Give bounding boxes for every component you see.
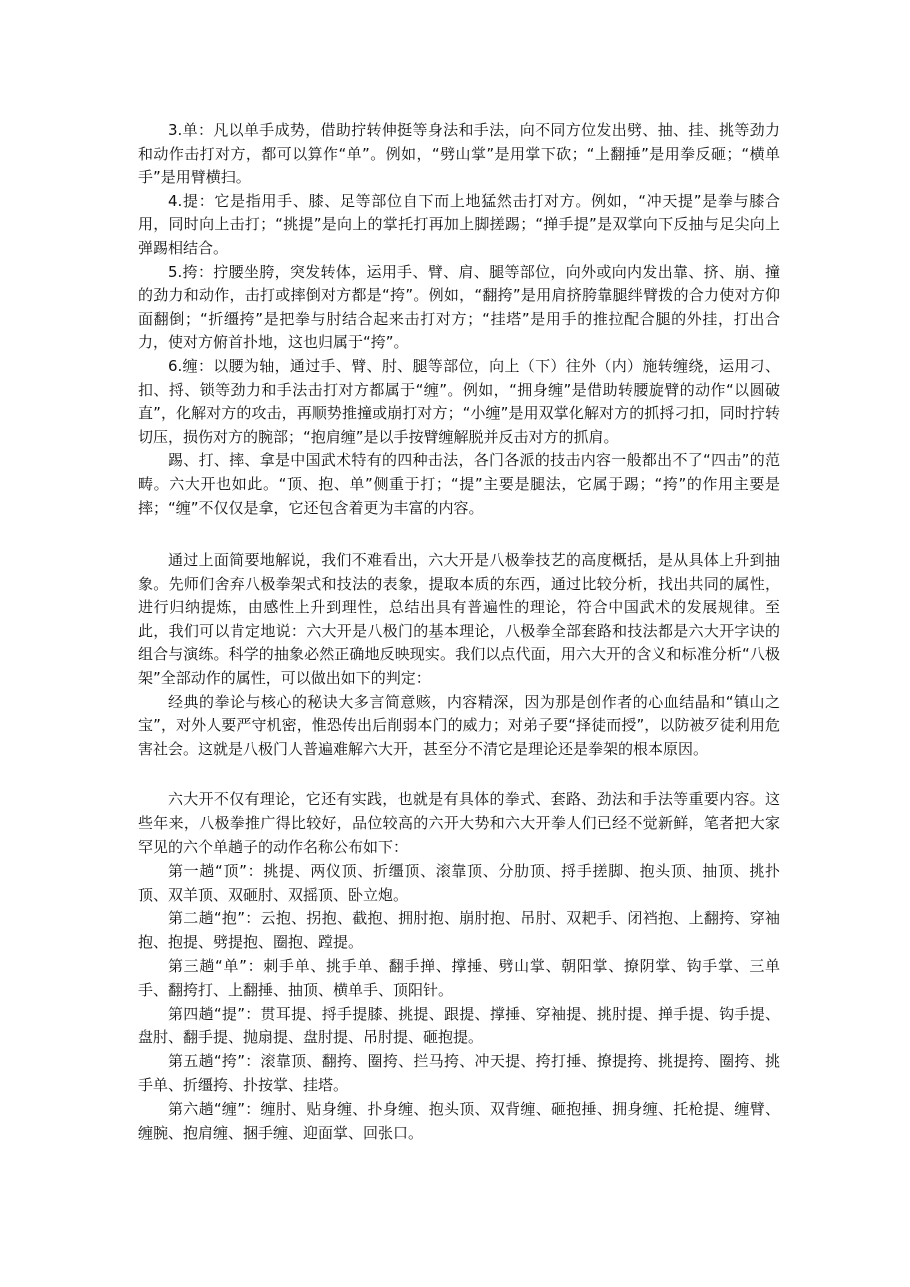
section-gap (138, 520, 780, 549)
routine-item-dan: 第三趟“单”：刺手单、挑手单、翻手掸、撑捶、劈山掌、朝阳掌、撩阴掌、钩手掌、三单手、翻挎打、上翻捶、抽顶、横单手、顶阳针。 (138, 957, 780, 999)
routine-item-ding: 第一趟“顶”：挑提、两仪顶、折缰顶、滚靠顶、分肋顶、捋手搓脚、抱头顶、抽顶、挑扑顶、双羊顶、双砸肘、双摇顶、卧立炮。 (138, 861, 780, 904)
paragraph-abstraction: 通过上面简要地解说，我们不难看出，六大开是八极拳技艺的高度概括，是从具体上升到抽象。先师们舍弃八极拳架式和技法的表象，提取本质的东西，通过比较分析，找出共同的属性，进行归纳提炼，由感性上升到理性，总结出具有普遍性的理论，符合中国武术的发展规律。至此，我们可以肯定地说：六大开是八极门的基本理论，八极拳全部套路和技法都是六大开字诀的组合与演练。科学的抽象必然正确地反映现实。我们以点代面，用六大开的含义和标准分析“八极架”全部动作的属性，可以做出如下的判定： (138, 551, 780, 688)
single-routines-section (138, 788, 780, 1145)
routine-item-bao: 第二趟“抱”：云抱、拐抱、截抱、拥肘抱、崩肘抱、吊肘、双耙手、闭裆抱、上翻挎、穿袖抱、抱提、劈提抱、圈抱、蹚提。 (138, 909, 780, 952)
routine-item-chan: 第六趟“缠”：缠肘、贴身缠、扑身缠、抱头顶、双背缠、砸抱捶、拥身缠、托枪提、缠臂、缠腕、抱肩缠、捆手缠、迎面掌、回张口。 (138, 1099, 780, 1142)
abstraction-analysis-section (138, 549, 780, 761)
paragraph-secrets: 经典的拳论与核心的秘诀大多言简意赅，内容精深，因为那是创作者的心血结晶和“镇山之宝”，对外人要严守机密，惟恐传出后削弱本门的威力；对弟子要“择徒而授”，以防被歹徒利用危害社会。这就是八极门人普遍难解六大开，甚至分不清它是理论还是拳架的根本原因。 (138, 692, 780, 758)
paragraph-kua: 5.挎：拧腰坐胯，突发转体，运用手、臂、肩、腿等部位，向外或向内发出靠、挤、崩、撞的劲力和动作，击打或摔倒对方都是“挎”。例如，“翻挎”是用肩挤胯靠腿绊臂拨的合力使对方仰面翻倒；“折缰挎”是把拳与肘结合起来击打对方；“挂塔”是用手的推拉配合腿的外挂，打出合力，使对方俯首扑地，这也归属于“挎”。 (138, 262, 780, 352)
paragraph-practice-intro: 六大开不仅有理论，它还有实践，也就是有具体的拳式、套路、劲法和手法等重要内容。这些年来，八极拳推广得比较好，品位较高的六开大势和六大开拳人们已经不觉新鲜，笔者把大家罕见的六个单趟子的动作名称公布如下： (138, 790, 780, 857)
paragraph-ti: 4.提：它是指用手、膝、足等部位自下而上地猛然击打对方。例如，“冲天提”是拳与膝合用，同时向上击打；“挑提”是向上的掌托打再加上脚搓踢；“掸手提”是双掌向下反抽与足尖向上弹踢相结合。 (138, 191, 780, 257)
paragraph-chan: 6.缠：以腰为轴，通过手、臂、肘、腿等部位，向上（下）往外（内）施转缠绕，运用刁、扣、捋、锁等劲力和手法击打对方都属于“缠”。例如，“拥身缠”是借助转腰旋臂的动作“以圆破直”，化解对方的攻击，再顺势推撞或崩打对方；“小缠”是用双掌化解对方的抓捋刁扣，同时拧转切压，损伤对方的腕部；“抱肩缠”是以手按臂缠解脱并反击对方的抓肩。 (138, 356, 780, 446)
paragraph-four-strikes: 踢、打、摔、拿是中国武术特有的四种击法，各门各派的技击内容一般都出不了“四击”的范畴。六大开也如此。“顶、抱、单”侧重于打；“提”主要是腿法，它属于踢；“挎”的作用主要是摔；“缠”不仅仅是拿，它还包含着更为丰富的内容。 (138, 451, 780, 517)
section-gap (138, 761, 780, 788)
document-page (138, 119, 780, 1145)
six-openings-explanation-section (138, 119, 780, 520)
routine-item-kua: 第五趟“挎”：滚靠顶、翻挎、圈挎、拦马挎、冲天提、挎打捶、撩提挎、挑提挎、圈挎、挑手单、折缰挎、扑按掌、挂塔。 (138, 1052, 780, 1094)
paragraph-dan: 3.单：凡以单手成势，借助拧转伸挺等身法和手法，向不同方位发出劈、抽、挂、挑等劲力和动作击打对方，都可以算作“单”。例如，“劈山掌”是用掌下砍；“上翻捶”是用拳反砸；“横单手”是用臂横扫。 (138, 121, 780, 187)
routine-item-ti: 第四趟“提”：贯耳提、捋手提膝、挑提、跟提、撑捶、穿袖提、挑肘提、掸手提、钩手提、盘肘、翻手提、抛扇提、盘肘提、吊肘提、砸抱提。 (138, 1004, 780, 1047)
